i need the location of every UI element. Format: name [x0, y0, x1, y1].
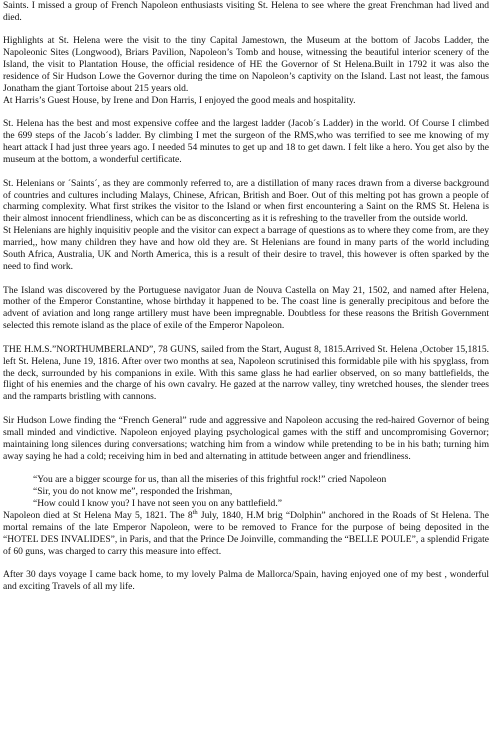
- paragraph-napoleon-death: [3, 510, 489, 558]
- paragraph-hudson-lowe: Sir Hudson Lowe finding the “French General” rude and aggressive and Napoleon accusing the red-haired Governor of being small minded and vindictive. Napoleon enjoyed playing psychological games with the stiff and uncompromising Governor; maintaining long silences during conversations; watching him from a window while pretending to be in his bath; turning him away saying he had a cold; receiving him in bed and alternating in attitude between anger and friendliness.: [3, 414, 489, 462]
- ordinal-suffix: th: [192, 508, 198, 516]
- paragraph-highlights: Highlights at St. Helena were the visit to the tiny Capital Jamestown, the Museum at the bottom of Jacobs Ladder, the Napoleonic Sites (Longwood), Briars Pavilion, Napoleon’s Tomb and house, witnessing the beautiful interior scenery of the Island, the visit to Plantation House, the official residence of HE the Governor of St Helena.Built in 1792 it was also the residence of Sir Hudson Lowe the Governor during the time on Napoleon’s captivity on the Island. Last not least, the famous Jonatham the giant Tortoise about 215 years old.: [3, 35, 489, 95]
- quote-battlefield: “How could I know you? I have not seen you on any battlefield.”: [33, 497, 282, 509]
- paragraph-gap: [3, 166, 489, 178]
- paragraph-jacobs-ladder: St. Helena has the best and most expensive coffee and the largest ladder (Jacob´s Ladder) in the world. Of Course I climbed the 699 steps of the Jacob´s ladder. By climbing I met the surgeon of the RMS,who was terrified to see me knowing of my heart attack I had just three years ago. I needed 54 minutes to get up and 18 to get dawn. I felt like a hero. You get also by the museum at the bottom, a wonderful certificate.: [3, 118, 489, 166]
- paragraph-gap: [3, 557, 489, 569]
- death-text-start: Napoleon died at St Helena May 5, 1821. The 8: [3, 509, 193, 521]
- paragraph-return-home: After 30 days voyage I came back home, to my lovely Palma de Mallorca/Spain, having enjoyed one of my best , wonderful and exciting Travels of all my life.: [3, 569, 489, 592]
- document-page: [3, 0, 489, 748]
- quote-sir: “Sir, you do not know me”, responded the Irishman,: [33, 485, 233, 497]
- paragraph-guest-house: At Harris’s Guest House, by Irene and Don Harris, I enjoyed the good meals and hospitality.: [3, 94, 356, 106]
- paragraph-northumberland: THE H.M.S.”NORTHUMBERLAND”, 78 GUNS, sailed from the Start, August 8, 1815.Arrived St. Helena ,October 15,1815. left St. Helena, June 19, 1816. After over two months at sea, Napoleon scrutinised this formidable pile with his spyglass, from the deck, surrounded by his companions in exile. With this same glass he had earlier observed, on so many battlefields, the flight of his enemies and the charge of his own cavalry. He gazed at the narrow valley, tiny wretched houses, the slender trees and the ramparts bristling with cannons.: [3, 343, 489, 403]
- paragraph-saints-people: St. Helenians or ´Saints´, as they are commonly referred to, are a distillation of many races drawn from a diverse background of countries and cultures including Malays, Chinese, African, British and Boer. Out of this melting pot has grown a people of charming complexity. What first strikes the visitor to the Island or when first encountering a Saint on the RMS St. Helena is their almost innocent friendliness, which can be as disconcerting as it is refreshing to the traveller from the outside world.: [3, 177, 489, 225]
- paragraph-gap: [3, 462, 489, 474]
- quote-scourge: “You are a bigger scourge for us, than all the miseries of this frightful rock!” cried Napoleon: [33, 474, 387, 486]
- death-text-rest: July, 1840, H.M brig “Dolphin” anchored in the Roads of St Helena. The mortal remains of the late Emperor Napoleon, were to be removed to France for the purpose of being deposited in the “HOTEL DES INVALIDES”, in Paris, and that the Prince De Joinville, commanding the “BELLE POULE”, a splendid Frigate of 60 guns, was charged to carry this measure into effect.: [3, 509, 489, 557]
- paragraph-gap: [3, 332, 489, 344]
- paragraph-gap: [3, 403, 489, 415]
- paragraph-gap: [3, 273, 489, 285]
- paragraph-inquisitive: St Helenians are highly inquisitiv people and the visitor can expect a barrage of questions as to where they come from, are they married,, how many children they have and how old they are. St Helenians are found in many parts of the world including South Africa, Australia, UK and North America, this is a result of their desire to travel, this however is often sparked by the need to find work.: [3, 225, 489, 272]
- paragraph-gap: [3, 107, 489, 119]
- paragraph-discovery: The Island was discovered by the Portuguese navigator Juan de Nouva Castella on May 21, 1502, and named after Helena, mother of the Emperor Constantine, whose birthday it happened to be. The coast line is generally precipitous and before the advent of aviation and long range artillery must have been impregnable. Doubtless for these reasons the British Government selected this remote island as the place of exile of the Emperor Napoleon.: [3, 284, 489, 332]
- paragraph-gap: [3, 24, 489, 36]
- paragraph-saints-intro: Saints. I missed a group of French Napoleon enthusiasts visiting St. Helena to see where the great Frenchman had lived and died.: [3, 0, 489, 23]
